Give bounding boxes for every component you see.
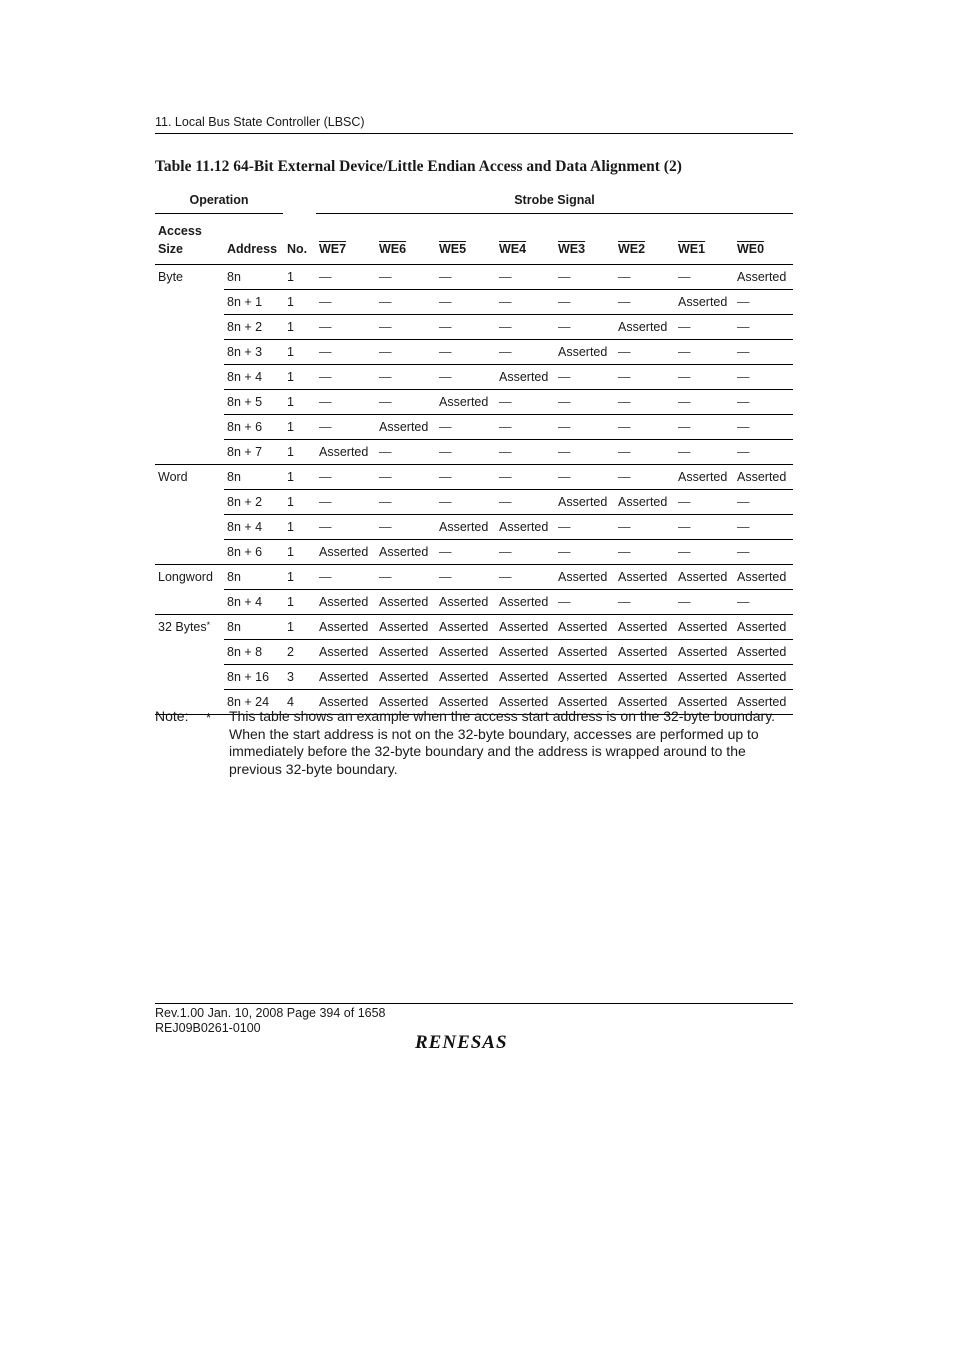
strobe-we4-cell: Asserted [496, 590, 555, 615]
operation-group-label: Operation [189, 193, 249, 207]
strobe-we6-cell: Asserted [376, 640, 436, 665]
strobe-we3-cell: — [555, 390, 615, 415]
address-cell: 8n [224, 565, 284, 590]
header-we7: WE7 [316, 214, 376, 265]
strobe-we7-cell: Asserted [316, 440, 376, 465]
header-we3: WE3 [555, 214, 615, 265]
address-cell: 8n + 2 [224, 490, 284, 515]
strobe-we7-cell: — [316, 290, 376, 315]
table-row [155, 540, 793, 565]
access-size-cell: Byte [155, 265, 224, 465]
table-row [155, 415, 793, 440]
strobe-we6-cell: — [376, 265, 436, 290]
strobe-we3-cell: Asserted [555, 340, 615, 365]
address-cell: 8n + 6 [224, 540, 284, 565]
strobe-we1-cell: — [675, 490, 734, 515]
header-address: Address [224, 214, 284, 265]
strobe-we1-cell: — [675, 515, 734, 540]
address-cell: 8n + 2 [224, 315, 284, 340]
footer-rule [155, 1003, 793, 1004]
strobe-we0-cell: — [734, 415, 793, 440]
renesas-logo: RENESAS [415, 1032, 508, 1053]
address-cell: 8n + 3 [224, 340, 284, 365]
strobe-we0-cell: — [734, 490, 793, 515]
address-cell: 8n + 4 [224, 515, 284, 540]
access-number-cell: 1 [284, 540, 316, 565]
access-number-cell: 1 [284, 315, 316, 340]
strobe-we1-cell: Asserted [675, 665, 734, 690]
address-cell: 8n + 24 [224, 690, 284, 715]
strobe-we2-cell: Asserted [615, 615, 675, 640]
strobe-we7-cell: — [316, 565, 376, 590]
strobe-we6-cell: — [376, 490, 436, 515]
table-row [155, 365, 793, 390]
strobe-we7-cell: — [316, 390, 376, 415]
strobe-we0-cell: Asserted [734, 665, 793, 690]
strobe-we7-cell: — [316, 465, 376, 490]
access-number-cell: 1 [284, 340, 316, 365]
strobe-we3-cell: — [555, 315, 615, 340]
strobe-we3-cell: Asserted [555, 615, 615, 640]
strobe-we1-cell: — [675, 315, 734, 340]
strobe-we7-cell: — [316, 265, 376, 290]
table-row [155, 340, 793, 365]
strobe-we7-cell: — [316, 340, 376, 365]
address-cell: 8n + 4 [224, 365, 284, 390]
strobe-we3-cell: — [555, 440, 615, 465]
access-size-cell: Longword [155, 565, 224, 615]
strobe-we0-cell: — [734, 315, 793, 340]
footer-revision: Rev.1.00 Jan. 10, 2008 Page 394 of 1658 [155, 1006, 386, 1020]
strobe-we5-cell: — [436, 465, 496, 490]
strobe-we3-cell: — [555, 290, 615, 315]
table-row [155, 290, 793, 315]
strobe-we1-cell: Asserted [675, 615, 734, 640]
strobe-we1-cell: — [675, 365, 734, 390]
strobe-we2-cell: Asserted [615, 315, 675, 340]
access-number-cell: 1 [284, 265, 316, 290]
header-access-size: Access Size [155, 214, 224, 265]
access-number-cell: 1 [284, 365, 316, 390]
table-row [155, 640, 793, 665]
strobe-we6-cell: Asserted [376, 665, 436, 690]
strobe-we6-cell: — [376, 465, 436, 490]
strobe-we7-cell: — [316, 515, 376, 540]
strobe-we4-cell: — [496, 315, 555, 340]
strobe-we7-cell: Asserted [316, 540, 376, 565]
access-number-cell: 1 [284, 565, 316, 590]
footer-document-number: REJ09B0261-0100 [155, 1021, 261, 1035]
strobe-we2-cell: — [615, 415, 675, 440]
strobe-we6-cell: — [376, 315, 436, 340]
access-number-cell: 1 [284, 290, 316, 315]
strobe-we7-cell: Asserted [316, 590, 376, 615]
strobe-we4-cell: — [496, 265, 555, 290]
address-cell: 8n [224, 465, 284, 490]
note-text: This table shows an example when the access start address is on the 32-byte boundary. When the start address is not on the 32-byte boundary, accesses are performed up to immediately before the 32-byte boundary and the address is wrapped around to the previous 32-byte boundary. [229, 708, 776, 777]
strobe-we4-cell: Asserted [496, 665, 555, 690]
strobe-we6-cell: Asserted [376, 690, 436, 715]
access-number-cell: 1 [284, 440, 316, 465]
address-cell: 8n + 4 [224, 590, 284, 615]
strobe-we5-cell: — [436, 565, 496, 590]
strobe-we0-cell: — [734, 590, 793, 615]
strobe-we4-cell: Asserted [496, 690, 555, 715]
strobe-we5-cell: Asserted [436, 590, 496, 615]
strobe-we0-cell: Asserted [734, 465, 793, 490]
strobe-we0-cell: — [734, 290, 793, 315]
strobe-we5-cell: — [436, 265, 496, 290]
table-row [155, 590, 793, 615]
table-row [155, 465, 793, 490]
strobe-we2-cell: Asserted [615, 565, 675, 590]
strobe-we1-cell: Asserted [675, 690, 734, 715]
header-we5: WE5 [436, 214, 496, 265]
strobe-we1-cell: — [675, 440, 734, 465]
strobe-we0-cell: Asserted [734, 690, 793, 715]
strobe-we2-cell: Asserted [615, 640, 675, 665]
strobe-we7-cell: — [316, 315, 376, 340]
table-title: Table 11.12 64-Bit External Device/Little Endian Access and Data Alignment (2) [155, 158, 682, 175]
strobe-we4-cell: — [496, 465, 555, 490]
header-we2: WE2 [615, 214, 675, 265]
access-number-cell: 1 [284, 590, 316, 615]
strobe-we4-cell: — [496, 290, 555, 315]
strobe-we2-cell: — [615, 290, 675, 315]
strobe-we3-cell: Asserted [555, 565, 615, 590]
footnote-asterisk: * [206, 620, 211, 630]
strobe-we7-cell: — [316, 415, 376, 440]
header-we4: WE4 [496, 214, 555, 265]
strobe-we3-cell: — [555, 540, 615, 565]
strobe-we2-cell: — [615, 590, 675, 615]
strobe-we4-cell: — [496, 440, 555, 465]
strobe-we0-cell: — [734, 540, 793, 565]
strobe-we3-cell: — [555, 465, 615, 490]
access-size-cell: Word [155, 465, 224, 565]
strobe-we1-cell: Asserted [675, 290, 734, 315]
access-number-cell: 4 [284, 690, 316, 715]
strobe-we2-cell: — [615, 265, 675, 290]
strobe-we1-cell: — [675, 265, 734, 290]
strobe-we1-cell: — [675, 590, 734, 615]
address-cell: 8n [224, 615, 284, 640]
strobe-we0-cell: Asserted [734, 640, 793, 665]
strobe-we6-cell: — [376, 390, 436, 415]
strobe-we5-cell: — [436, 415, 496, 440]
note-asterisk: * [206, 710, 212, 725]
table-row [155, 315, 793, 340]
address-cell: 8n + 6 [224, 415, 284, 440]
strobe-we3-cell: Asserted [555, 690, 615, 715]
strobe-we5-cell: — [436, 540, 496, 565]
strobe-we2-cell: — [615, 515, 675, 540]
strobe-we4-cell: — [496, 390, 555, 415]
strobe-we6-cell: Asserted [376, 540, 436, 565]
strobe-we6-cell: Asserted [376, 415, 436, 440]
strobe-we1-cell: — [675, 390, 734, 415]
strobe-we5-cell: — [436, 315, 496, 340]
address-cell: 8n + 1 [224, 290, 284, 315]
address-cell: 8n + 8 [224, 640, 284, 665]
strobe-we2-cell: — [615, 390, 675, 415]
strobe-we6-cell: Asserted [376, 615, 436, 640]
strobe-we1-cell: Asserted [675, 465, 734, 490]
strobe-we4-cell: Asserted [496, 615, 555, 640]
address-cell: 8n + 5 [224, 390, 284, 415]
strobe-we6-cell: Asserted [376, 590, 436, 615]
strobe-we2-cell: — [615, 440, 675, 465]
address-cell: 8n + 16 [224, 665, 284, 690]
access-number-cell: 1 [284, 615, 316, 640]
strobe-we3-cell: Asserted [555, 640, 615, 665]
strobe-we5-cell: Asserted [436, 690, 496, 715]
strobe-we4-cell: Asserted [496, 365, 555, 390]
strobe-we4-cell: — [496, 415, 555, 440]
strobe-we3-cell: — [555, 590, 615, 615]
strobe-we1-cell: — [675, 340, 734, 365]
header-we6: WE6 [376, 214, 436, 265]
table-row [155, 265, 793, 290]
strobe-we5-cell: — [436, 490, 496, 515]
table-row [155, 565, 793, 590]
strobe-we2-cell: — [615, 465, 675, 490]
strobe-we4-cell: — [496, 565, 555, 590]
page-footer [155, 1006, 386, 1036]
strobe-we3-cell: — [555, 515, 615, 540]
strobe-we5-cell: Asserted [436, 640, 496, 665]
table-row [155, 490, 793, 515]
strobe-we1-cell: Asserted [675, 640, 734, 665]
header-we0: WE0 [734, 214, 793, 265]
strobe-we6-cell: — [376, 440, 436, 465]
header-no: No. [284, 214, 316, 265]
strobe-we6-cell: — [376, 290, 436, 315]
access-number-cell: 1 [284, 390, 316, 415]
strobe-we5-cell: — [436, 440, 496, 465]
strobe-we5-cell: — [436, 365, 496, 390]
access-number-cell: 1 [284, 490, 316, 515]
strobe-we3-cell: — [555, 365, 615, 390]
strobe-we2-cell: Asserted [615, 665, 675, 690]
header-we1: WE1 [675, 214, 734, 265]
strobe-we7-cell: Asserted [316, 615, 376, 640]
strobe-we1-cell: — [675, 415, 734, 440]
strobe-we0-cell: — [734, 515, 793, 540]
table-row [155, 665, 793, 690]
strobe-we4-cell: — [496, 490, 555, 515]
strobe-we5-cell: Asserted [436, 615, 496, 640]
strobe-we0-cell: — [734, 340, 793, 365]
strobe-we7-cell: Asserted [316, 665, 376, 690]
strobe-we2-cell: — [615, 340, 675, 365]
address-cell: 8n [224, 265, 284, 290]
table-header-row [155, 214, 793, 265]
strobe-we6-cell: — [376, 365, 436, 390]
strobe-we5-cell: Asserted [436, 515, 496, 540]
strobe-we2-cell: Asserted [615, 490, 675, 515]
strobe-we3-cell: Asserted [555, 490, 615, 515]
strobe-we6-cell: — [376, 340, 436, 365]
strobe-we4-cell: Asserted [496, 515, 555, 540]
strobe-we4-cell: — [496, 540, 555, 565]
access-number-cell: 3 [284, 665, 316, 690]
strobe-we0-cell: — [734, 440, 793, 465]
strobe-we7-cell: Asserted [316, 640, 376, 665]
table-row [155, 390, 793, 415]
strobe-we0-cell: Asserted [734, 615, 793, 640]
strobe-we3-cell: — [555, 265, 615, 290]
strobe-we0-cell: Asserted [734, 565, 793, 590]
running-header: 11. Local Bus State Controller (LBSC) [155, 115, 793, 134]
access-size-cell: 32 Bytes* [155, 615, 224, 715]
table-row [155, 615, 793, 640]
access-number-cell: 1 [284, 415, 316, 440]
access-number-cell: 1 [284, 515, 316, 540]
access-number-cell: 2 [284, 640, 316, 665]
strobe-we3-cell: — [555, 415, 615, 440]
strobe-we5-cell: — [436, 290, 496, 315]
strobe-we2-cell: Asserted [615, 690, 675, 715]
access-number-cell: 1 [284, 465, 316, 490]
strobe-we4-cell: Asserted [496, 640, 555, 665]
strobe-we1-cell: — [675, 540, 734, 565]
strobe-we2-cell: — [615, 540, 675, 565]
strobe-we7-cell: — [316, 490, 376, 515]
strobe-we7-cell: Asserted [316, 690, 376, 715]
address-cell: 8n + 7 [224, 440, 284, 465]
strobe-we6-cell: — [376, 565, 436, 590]
data-alignment-table [155, 214, 793, 715]
strobe-we4-cell: — [496, 340, 555, 365]
strobe-we0-cell: — [734, 365, 793, 390]
strobe-signal-group-label: Strobe Signal [514, 193, 595, 207]
strobe-we5-cell: — [436, 340, 496, 365]
strobe-we5-cell: Asserted [436, 390, 496, 415]
strobe-we2-cell: — [615, 365, 675, 390]
strobe-we1-cell: Asserted [675, 565, 734, 590]
table-row [155, 515, 793, 540]
strobe-we7-cell: — [316, 365, 376, 390]
table-row [155, 440, 793, 465]
strobe-we6-cell: — [376, 515, 436, 540]
strobe-we0-cell: Asserted [734, 265, 793, 290]
strobe-we5-cell: Asserted [436, 665, 496, 690]
note-label: Note: [155, 708, 189, 724]
strobe-we3-cell: Asserted [555, 665, 615, 690]
strobe-we0-cell: — [734, 390, 793, 415]
